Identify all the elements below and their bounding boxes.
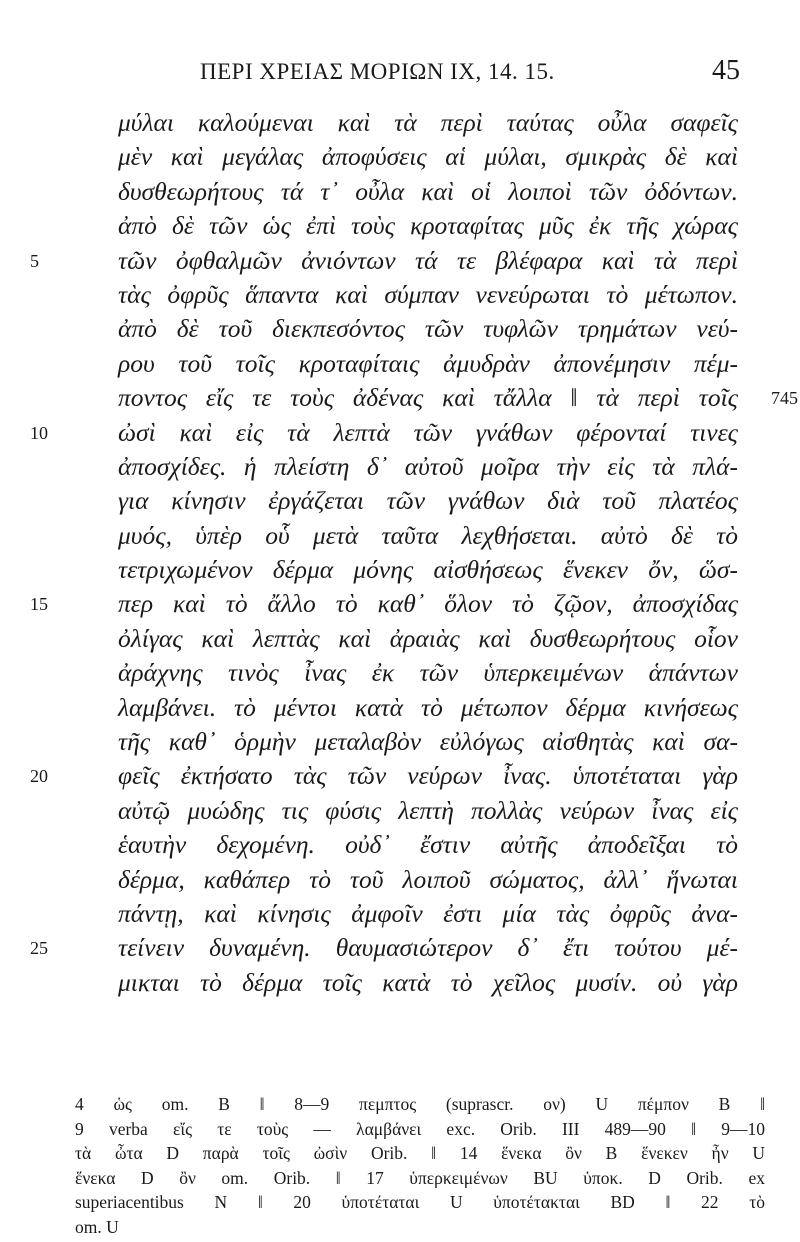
text-line — [30, 244, 738, 278]
text-line — [118, 312, 738, 346]
line-text: μυός, ὑπὲρ οὗ μετὰ ταῦτα λεχθήσεται. αὐτὸ δὲ τὸ — [118, 520, 738, 550]
line-text: τετριχωμένον δέρμα μόνης αἰσθήσεως ἕνεκεν ὄν, ὥσ- — [118, 555, 738, 585]
text-line — [118, 209, 738, 243]
line-text: ὠσὶ καὶ εἰς τὰ λεπτὰ τῶν γνάθων φέρονταί τινες — [118, 417, 738, 447]
line-text: τείνειν δυναμένη. θαυμασιώτερον δ᾽ ἔτι τούτου μέ- — [118, 933, 738, 963]
apparatus-line: superiacentibus N ‖ 20 ὑποτέταται U ὑποτέτακται BD ‖ 22 τὸ — [75, 1192, 765, 1212]
line-text: μὲν καὶ μεγάλας ἀποφύσεις αἱ μύλαι, σμικρὰς δὲ καὶ — [118, 142, 738, 172]
line-text: ἀπὸ δὲ τοῦ διεκπεσόντος τῶν τυφλῶν τρημάτων νεύ- — [118, 314, 738, 344]
line-text: ρου τοῦ τοῖς κροταφίταις ἀμυδρὰν ἀπονέμησιν πέμ- — [118, 348, 738, 378]
running-title: ΠΕΡΙ ΧΡΕΙΑΣ ΜΟΡΙΩΝ IX, 14. 15. — [200, 59, 555, 84]
text-line — [118, 828, 738, 862]
line-text: τῶν ὀφθαλμῶν ἀνιόντων τά τε βλέφαρα καὶ τὰ περὶ — [118, 245, 738, 275]
text-line — [118, 381, 798, 415]
text-line — [30, 759, 738, 793]
text-line — [118, 966, 738, 1000]
text-line — [118, 622, 738, 656]
line-text: δέρμα, καθάπερ τὸ τοῦ λοιποῦ σώματος, ἀλλ᾽ ἥνωται — [118, 864, 738, 894]
margin-reference: 745 — [771, 388, 798, 409]
text-line — [118, 656, 738, 690]
line-text: δυσθεωρήτους τά τ᾽ οὖλα καὶ οἱ λοιποὶ τῶν ὀδόντων. — [118, 176, 738, 206]
apparatus-line: 9 verba εἴς τε τοὺς — λαμβάνει exc. Orib. III 489—90 ‖ 9—10 — [75, 1118, 765, 1139]
line-text: ἀπὸ δὲ τῶν ὡς ἐπὶ τοὺς κροταφίτας μῦς ἐκ τῆς χώρας — [118, 211, 738, 241]
line-text: αὐτῷ μυώδης τις φύσις λεπτὴ πολλὰς νεύρων ἶνας εἰς — [118, 795, 738, 825]
line-text: μύλαι καλούμεναι καὶ τὰ περὶ ταύτας οὖλα σαφεῖς — [118, 108, 738, 137]
line-text: τῆς καθ᾽ ὁρμὴν μεταλαβὸν εὐλόγως αἰσθητὰς καὶ σα- — [118, 727, 738, 757]
line-text: τὰς ὀφρῦς ἅπαντα καὶ σύμπαν νενεύρωται τὸ μέτωπον. — [118, 279, 738, 309]
text-line — [118, 484, 738, 518]
text-line — [118, 106, 738, 140]
text-line — [118, 519, 738, 553]
text-line — [118, 897, 738, 931]
critical-apparatus — [75, 1092, 765, 1239]
text-line — [118, 691, 738, 725]
apparatus-line: τὰ ὦτα D παρὰ τοῖς ὠσὶν Orib. ‖ 14 ἕνεκα ὂν B ἕνεκεν ἦν U — [75, 1143, 765, 1163]
running-header — [200, 55, 740, 95]
line-text: για κίνησιν ἐργάζεται τῶν γνάθων διὰ τοῦ πλατέος — [118, 486, 738, 516]
text-line — [30, 416, 738, 450]
line-text: ἀποσχίδες. ἡ πλείστη δ᾽ αὐτοῦ μοῖρα τὴν εἰς τὰ πλά- — [118, 451, 738, 481]
text-line — [30, 931, 738, 965]
line-number: 20 — [30, 766, 48, 787]
text-line — [118, 175, 738, 209]
line-text: λαμβάνει. τὸ μέντοι κατὰ τὸ μέτωπον δέρμα κινήσεως — [118, 692, 738, 722]
line-text: ποντος εἴς τε τοὺς ἀδένας καὶ τἄλλα ‖ τὰ περὶ τοῖς — [118, 383, 738, 413]
line-number: 15 — [30, 594, 48, 615]
text-line — [118, 140, 738, 174]
text-line — [118, 553, 738, 587]
apparatus-line: om. U — [75, 1216, 119, 1237]
line-text: ὀλίγας καὶ λεπτὰς καὶ ἀραιὰς καὶ δυσθεωρήτους οἷον — [118, 623, 738, 653]
line-text: φεῖς ἐκτήσατο τὰς τῶν νεύρων ἶνας. ὑποτέταται γὰρ — [118, 761, 738, 791]
text-line — [118, 347, 738, 381]
text-line — [118, 278, 738, 312]
line-number: 25 — [30, 938, 48, 959]
apparatus-line: ἕνεκα D ὂν om. Orib. ‖ 17 ὑπερκειμένων BU ὑποκ. D Orib. ex — [75, 1167, 765, 1188]
line-text: περ καὶ τὸ ἄλλο τὸ καθ᾽ ὅλον τὸ ζῷον, ἀποσχίδας — [118, 589, 738, 619]
line-number: 5 — [30, 250, 39, 271]
apparatus-line: 4 ὡς om. B ‖ 8—9 πεμπτος (suprascr. ον) U πέμπον B ‖ — [75, 1094, 765, 1114]
line-number: 10 — [30, 422, 48, 443]
line-text: ἑαυτὴν δεχομένη. οὐδ᾽ ἔστιν αὐτῆς ἀποδεῖξαι τὸ — [118, 830, 738, 860]
text-line — [118, 794, 738, 828]
page-number: 45 — [712, 55, 740, 86]
line-text: ἀράχνης τινὸς ἶνας ἐκ τῶν ὑπερκειμένων ἁπάντων — [118, 658, 738, 688]
text-line — [118, 450, 738, 484]
text-line — [118, 725, 738, 759]
line-text: μικται τὸ δέρμα τοῖς κατὰ τὸ χεῖλος μυσίν. οὐ γὰρ — [118, 967, 738, 997]
text-line — [118, 863, 738, 897]
main-text — [30, 106, 798, 1000]
text-line — [30, 587, 738, 621]
line-text: πάντῃ, καὶ κίνησις ἀμφοῖν ἐστι μία τὰς ὀφρῦς ἀνα- — [118, 898, 738, 928]
